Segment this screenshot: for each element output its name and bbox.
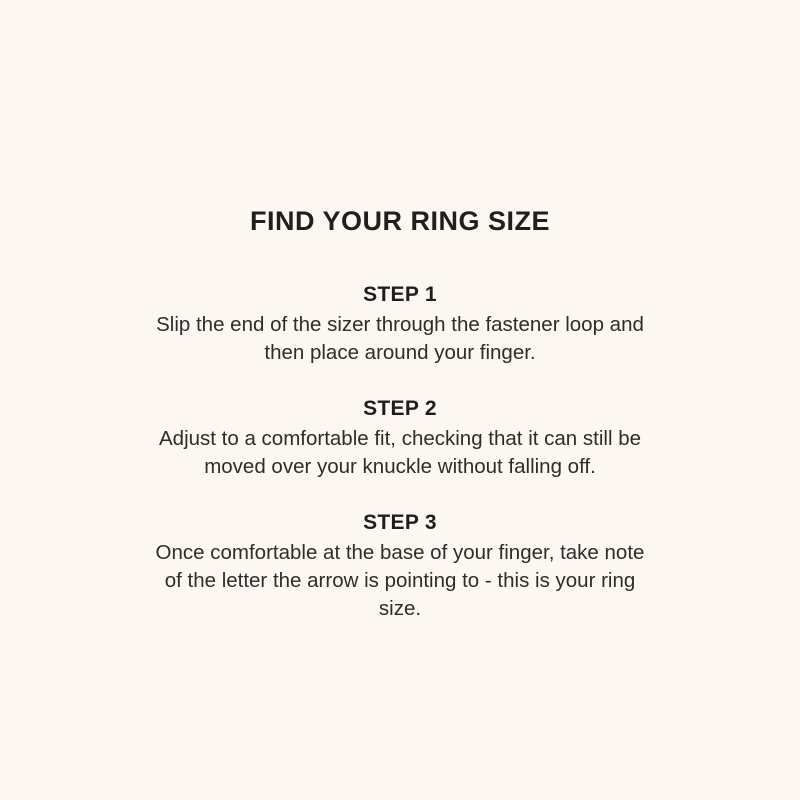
step-2-text: Adjust to a comfortable fit, checking that it can still be moved over your knuckle without falling off.: [159, 427, 641, 478]
step-3-block: [148, 511, 653, 623]
step-1-text: Slip the end of the sizer through the fastener loop and then place around your finger.: [156, 313, 644, 364]
page-title: FIND YOUR RING SIZE: [249, 206, 551, 236]
step-1-label: STEP 1: [363, 283, 437, 306]
step-3-text: Once comfortable at the base of your finger, take note of the letter the arrow is pointing to - this is your ring size.: [155, 541, 645, 620]
steps-list: [148, 283, 653, 623]
step-3-label: STEP 3: [363, 511, 437, 534]
step-2-label: STEP 2: [363, 397, 437, 420]
step-1-block: [148, 283, 653, 367]
step-2-block: [148, 397, 653, 481]
